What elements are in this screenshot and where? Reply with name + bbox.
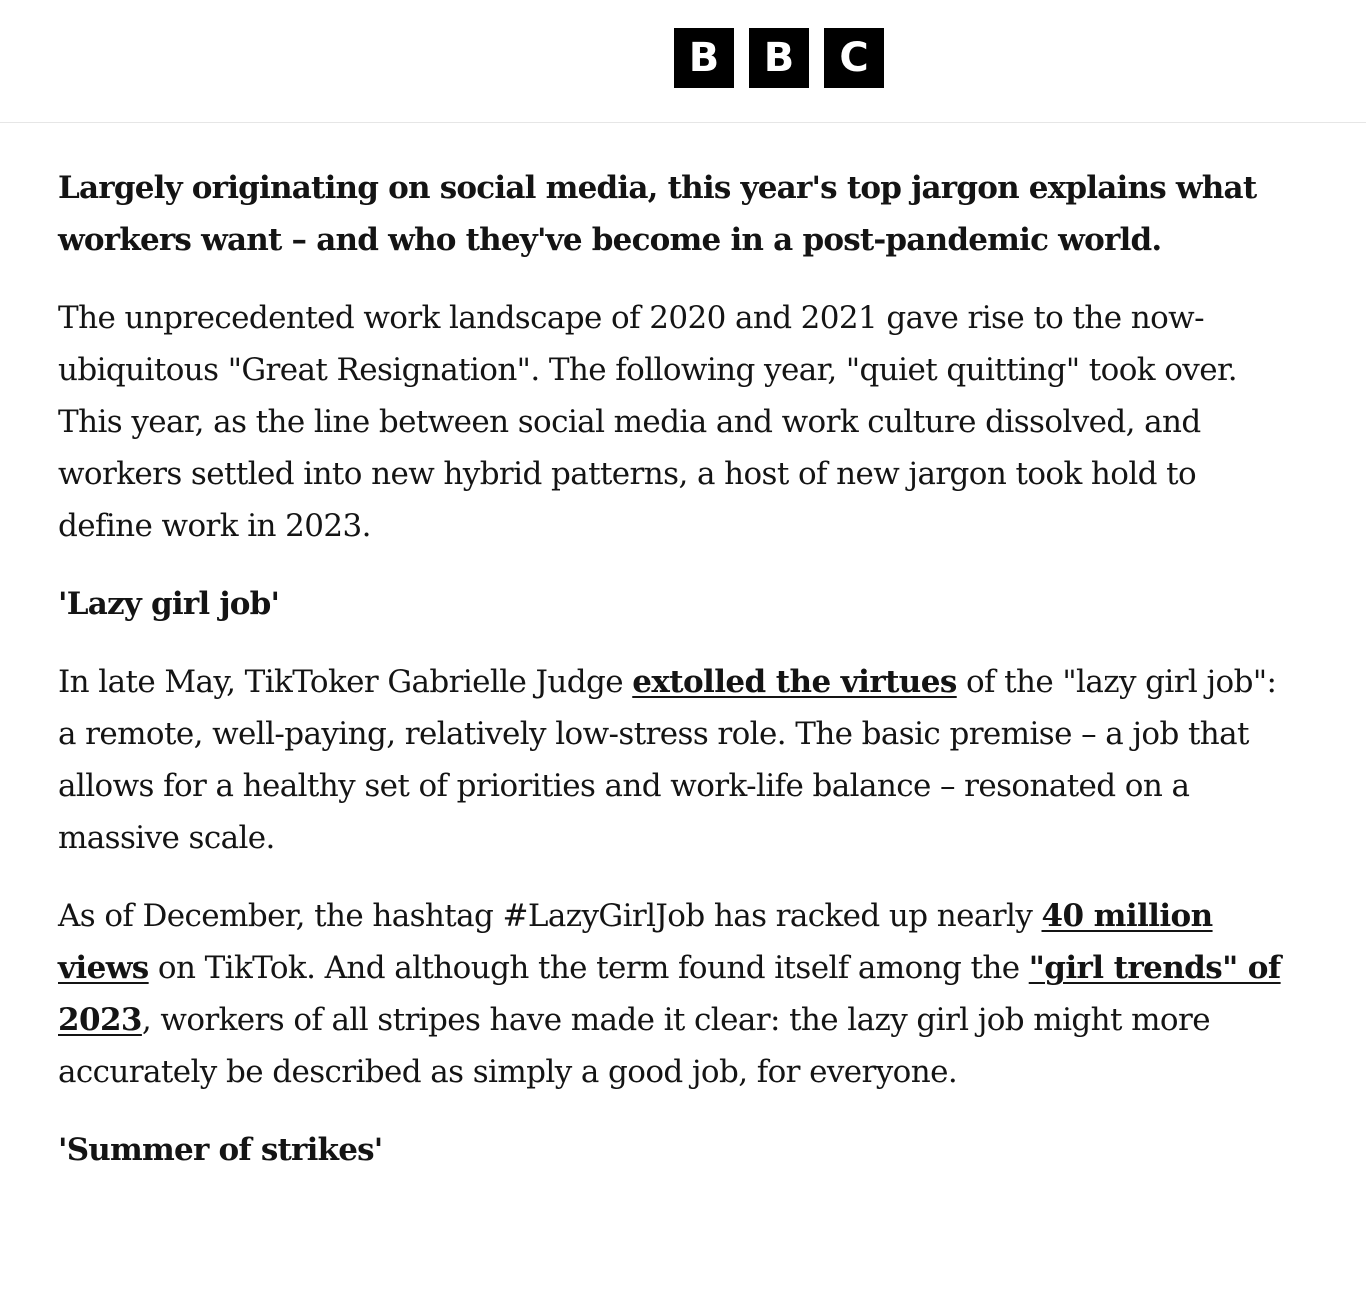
extolled-the-virtues-link[interactable]: extolled the virtues xyxy=(632,664,957,700)
logo-letter-c: C xyxy=(824,28,884,88)
girl-trends-link[interactable]: "girl trends" of 2023 xyxy=(58,950,1281,1038)
40-million-views-link[interactable]: 40 million views xyxy=(58,898,1213,986)
article-body xyxy=(58,162,1290,1202)
lazy-girl-paragraph-2 xyxy=(58,890,1290,1098)
paragraph-text: , workers of all stripes have made it clear: the lazy girl job might more accurately be described as simply a good job, for everyone. xyxy=(58,1002,1210,1090)
logo-letter-b1: B xyxy=(674,28,734,88)
site-header xyxy=(0,0,1366,123)
intro-paragraph: The unprecedented work landscape of 2020 and 2021 gave rise to the now-ubiquitous "Great Resignation". The following year, "quiet quitting" took over. This year, as the line between social media and work culture dissolved, and workers settled into new hybrid patterns, a host of new jargon took hold to define work in 2023. xyxy=(58,300,1238,544)
article-standfirst: Largely originating on social media, this year's top jargon explains what workers want – and who they've become in a post-pandemic world. xyxy=(58,170,1257,258)
paragraph-text: of the "lazy girl job": a remote, well-paying, relatively low-stress role. The basic premise – a job that allows for a healthy set of priorities and work-life balance – resonated on a massive scale. xyxy=(58,664,1277,856)
logo-letter-b2: B xyxy=(749,28,809,88)
bbc-logo[interactable] xyxy=(674,28,884,88)
paragraph-text: As of December, the hashtag #LazyGirlJob has racked up nearly xyxy=(58,898,1042,934)
section-heading-lazy-girl-job: 'Lazy girl job' xyxy=(58,586,280,622)
section-heading-summer-of-strikes: 'Summer of strikes' xyxy=(58,1132,383,1168)
paragraph-text: on TikTok. And although the term found itself among the xyxy=(148,950,1029,986)
paragraph-text: In late May, TikToker Gabrielle Judge xyxy=(58,664,633,700)
lazy-girl-paragraph-1 xyxy=(58,656,1290,864)
